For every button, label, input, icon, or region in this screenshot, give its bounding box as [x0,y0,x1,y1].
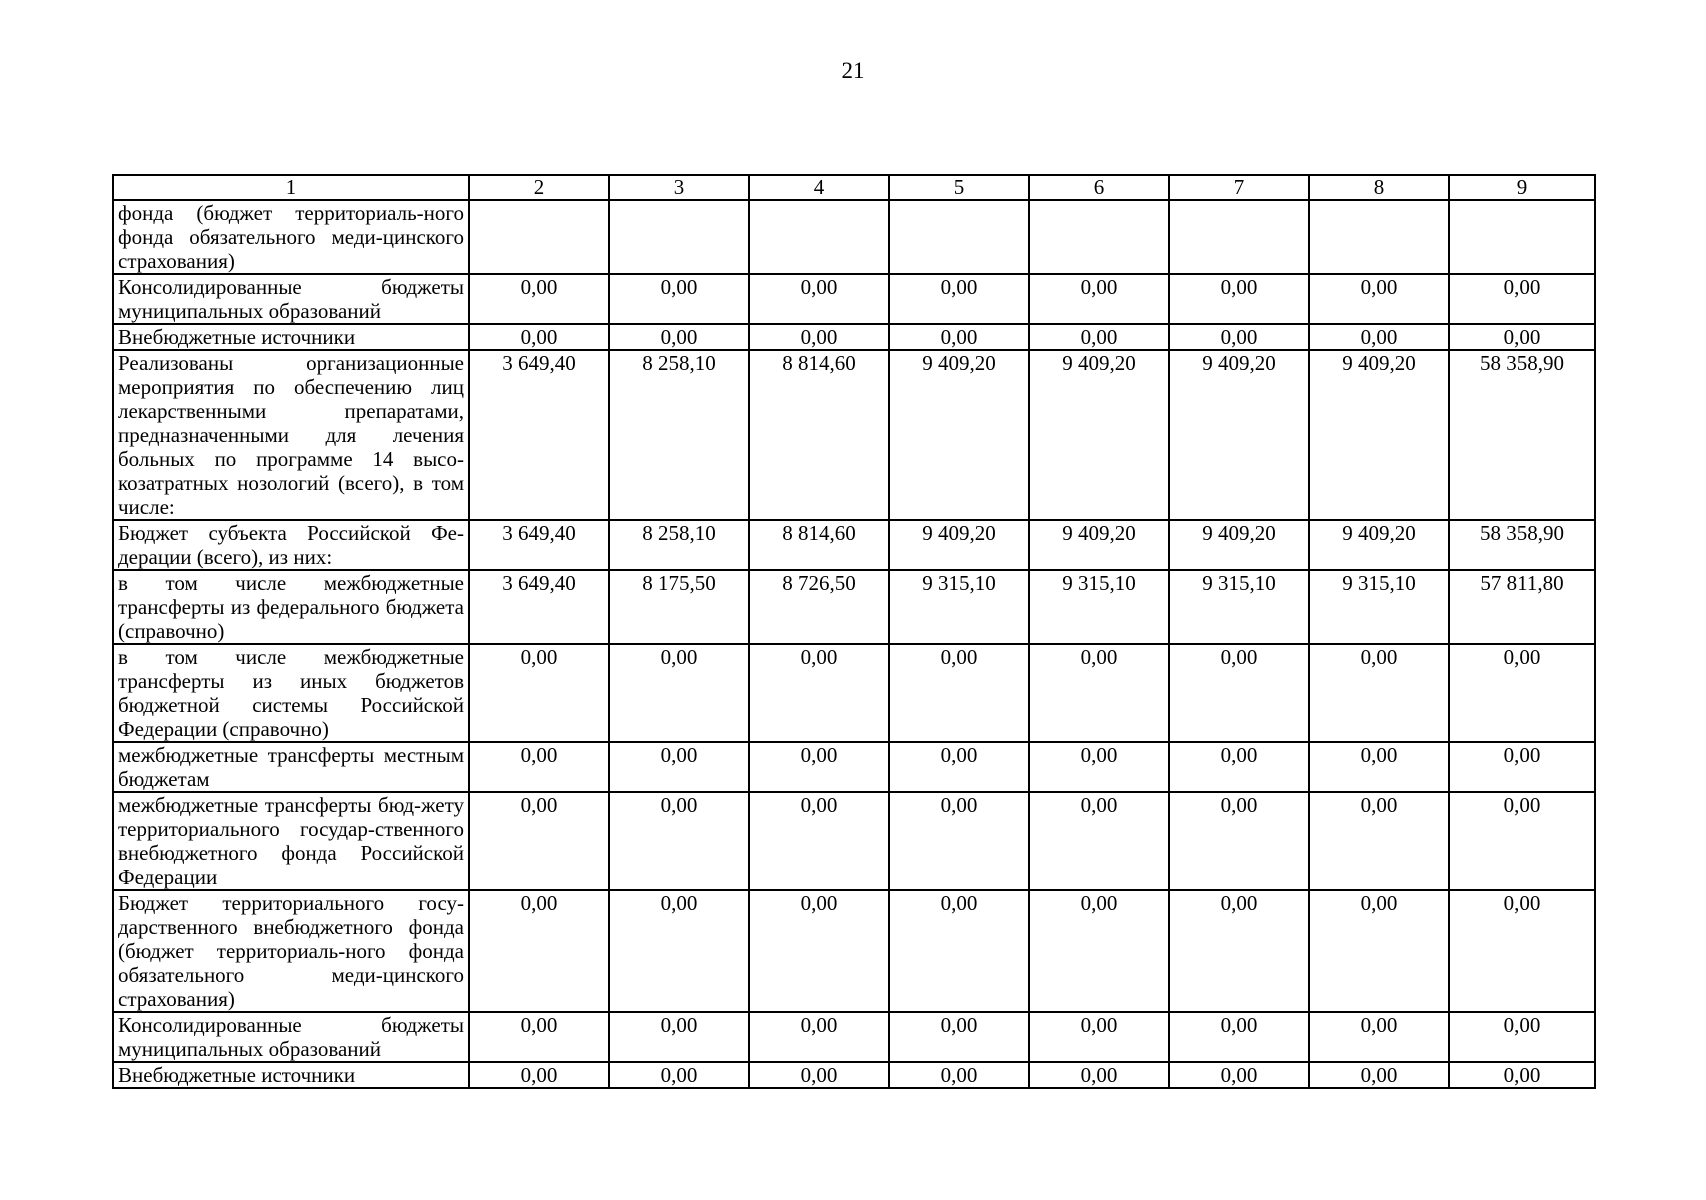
value-cell: 0,00 [469,742,609,792]
value-cell: 0,00 [749,324,889,350]
value-cell: 0,00 [609,324,749,350]
value-cell: 3 649,40 [469,520,609,570]
value-cell: 0,00 [1449,742,1595,792]
value-cell: 0,00 [609,890,749,1012]
value-cell: 0,00 [469,1012,609,1062]
value-cell: 8 814,60 [749,350,889,520]
row-label: в том числе межбюджетные трансферты из иных бюджетов бюджетной системы Российской Федерации (справочно) [113,644,469,742]
value-cell: 0,00 [1029,324,1169,350]
value-cell: 0,00 [1029,742,1169,792]
value-cell: 0,00 [1309,324,1449,350]
column-header-3: 3 [609,175,749,200]
value-cell: 9 409,20 [1309,520,1449,570]
value-cell: 0,00 [749,792,889,890]
table-body [113,200,1595,1088]
value-cell: 0,00 [1029,1012,1169,1062]
value-cell: 3 649,40 [469,350,609,520]
value-cell: 8 175,50 [609,570,749,644]
value-cell: 0,00 [1449,644,1595,742]
column-header-5: 5 [889,175,1029,200]
value-cell: 0,00 [1029,1062,1169,1088]
value-cell: 0,00 [1169,742,1309,792]
table-row [113,1012,1595,1062]
value-cell: 0,00 [1169,274,1309,324]
value-cell: 9 315,10 [889,570,1029,644]
budget-table [112,174,1596,1089]
value-cell: 0,00 [749,644,889,742]
value-cell: 0,00 [749,1012,889,1062]
value-cell [469,200,609,274]
table-row [113,520,1595,570]
value-cell: 9 409,20 [1169,520,1309,570]
value-cell: 0,00 [1169,890,1309,1012]
value-cell: 0,00 [1029,274,1169,324]
value-cell: 57 811,80 [1449,570,1595,644]
value-cell: 0,00 [1449,1012,1595,1062]
row-label: Реализованы организационные мероприятия по обеспечению лиц лекарственными препаратами, предназначенными для лечения больных по программе 14 высо-козатратных нозологий (всего), в том числе: [113,350,469,520]
value-cell: 9 409,20 [889,520,1029,570]
value-cell [749,200,889,274]
value-cell [1449,200,1595,274]
value-cell: 0,00 [1169,1012,1309,1062]
value-cell: 0,00 [1309,742,1449,792]
row-label: Бюджет территориального госу-дарственного внебюджетного фонда (бюджет территориаль-ного фонда обязательного меди-цинского страхования) [113,890,469,1012]
table-header-row [113,175,1595,200]
table-row [113,644,1595,742]
table-row [113,324,1595,350]
value-cell: 58 358,90 [1449,520,1595,570]
value-cell: 0,00 [1449,792,1595,890]
value-cell: 0,00 [889,644,1029,742]
table-row [113,350,1595,520]
value-cell: 0,00 [1449,890,1595,1012]
value-cell: 0,00 [889,274,1029,324]
value-cell: 0,00 [469,1062,609,1088]
column-header-6: 6 [1029,175,1169,200]
value-cell: 0,00 [889,890,1029,1012]
row-label: межбюджетные трансферты бюд-жету территориального государ-ственного внебюджетного фонда Российской Федерации [113,792,469,890]
table-row [113,274,1595,324]
value-cell: 3 649,40 [469,570,609,644]
value-cell: 0,00 [1449,324,1595,350]
row-label: Бюджет субъекта Российской Фе-дерации (всего), из них: [113,520,469,570]
value-cell: 0,00 [609,1062,749,1088]
value-cell: 0,00 [1449,274,1595,324]
value-cell: 0,00 [469,792,609,890]
column-header-7: 7 [1169,175,1309,200]
value-cell: 0,00 [889,324,1029,350]
value-cell: 0,00 [889,1062,1029,1088]
value-cell: 0,00 [749,274,889,324]
value-cell: 0,00 [1449,1062,1595,1088]
value-cell: 0,00 [749,890,889,1012]
value-cell [609,200,749,274]
value-cell: 8 258,10 [609,350,749,520]
value-cell: 0,00 [1169,1062,1309,1088]
value-cell: 0,00 [609,1012,749,1062]
value-cell: 8 258,10 [609,520,749,570]
value-cell: 9 315,10 [1169,570,1309,644]
value-cell: 0,00 [469,890,609,1012]
column-header-2: 2 [469,175,609,200]
row-label: Консолидированные бюджеты муниципальных образований [113,274,469,324]
column-header-1: 1 [113,175,469,200]
value-cell: 9 409,20 [1029,520,1169,570]
value-cell: 9 315,10 [1029,570,1169,644]
row-label: межбюджетные трансферты местным бюджетам [113,742,469,792]
value-cell: 0,00 [889,742,1029,792]
value-cell: 0,00 [1309,1062,1449,1088]
table-row [113,890,1595,1012]
value-cell: 0,00 [469,324,609,350]
value-cell [889,200,1029,274]
value-cell: 0,00 [609,742,749,792]
column-header-9: 9 [1449,175,1595,200]
value-cell: 9 409,20 [1029,350,1169,520]
column-header-8: 8 [1309,175,1449,200]
row-label: Внебюджетные источники [113,324,469,350]
value-cell: 8 814,60 [749,520,889,570]
value-cell: 0,00 [1169,644,1309,742]
row-label: Консолидированные бюджеты муниципальных образований [113,1012,469,1062]
value-cell: 9 409,20 [889,350,1029,520]
row-label: в том числе межбюджетные трансферты из федерального бюджета (справочно) [113,570,469,644]
value-cell [1309,200,1449,274]
value-cell: 8 726,50 [749,570,889,644]
value-cell: 0,00 [1309,644,1449,742]
value-cell: 0,00 [749,742,889,792]
value-cell: 0,00 [1029,792,1169,890]
value-cell: 0,00 [889,792,1029,890]
value-cell: 0,00 [1309,792,1449,890]
value-cell: 0,00 [749,1062,889,1088]
value-cell: 0,00 [1029,890,1169,1012]
value-cell: 0,00 [1309,1012,1449,1062]
table-row [113,792,1595,890]
value-cell: 0,00 [609,644,749,742]
value-cell: 0,00 [469,644,609,742]
table-row [113,742,1595,792]
table-row [113,570,1595,644]
row-label: Внебюджетные источники [113,1062,469,1088]
value-cell: 58 358,90 [1449,350,1595,520]
value-cell [1029,200,1169,274]
value-cell: 0,00 [1309,890,1449,1012]
value-cell: 9 409,20 [1309,350,1449,520]
row-label: фонда (бюджет территориаль-ного фонда обязательного меди-цинского страхования) [113,200,469,274]
value-cell: 9 409,20 [1169,350,1309,520]
table-row [113,200,1595,274]
value-cell [1169,200,1309,274]
value-cell: 0,00 [469,274,609,324]
value-cell: 0,00 [1169,792,1309,890]
table-row [113,1062,1595,1088]
page-number: 21 [841,58,865,83]
value-cell: 0,00 [889,1012,1029,1062]
value-cell: 0,00 [1029,644,1169,742]
column-header-4: 4 [749,175,889,200]
value-cell: 0,00 [609,274,749,324]
value-cell: 9 315,10 [1309,570,1449,644]
value-cell: 0,00 [1309,274,1449,324]
value-cell: 0,00 [609,792,749,890]
value-cell: 0,00 [1169,324,1309,350]
